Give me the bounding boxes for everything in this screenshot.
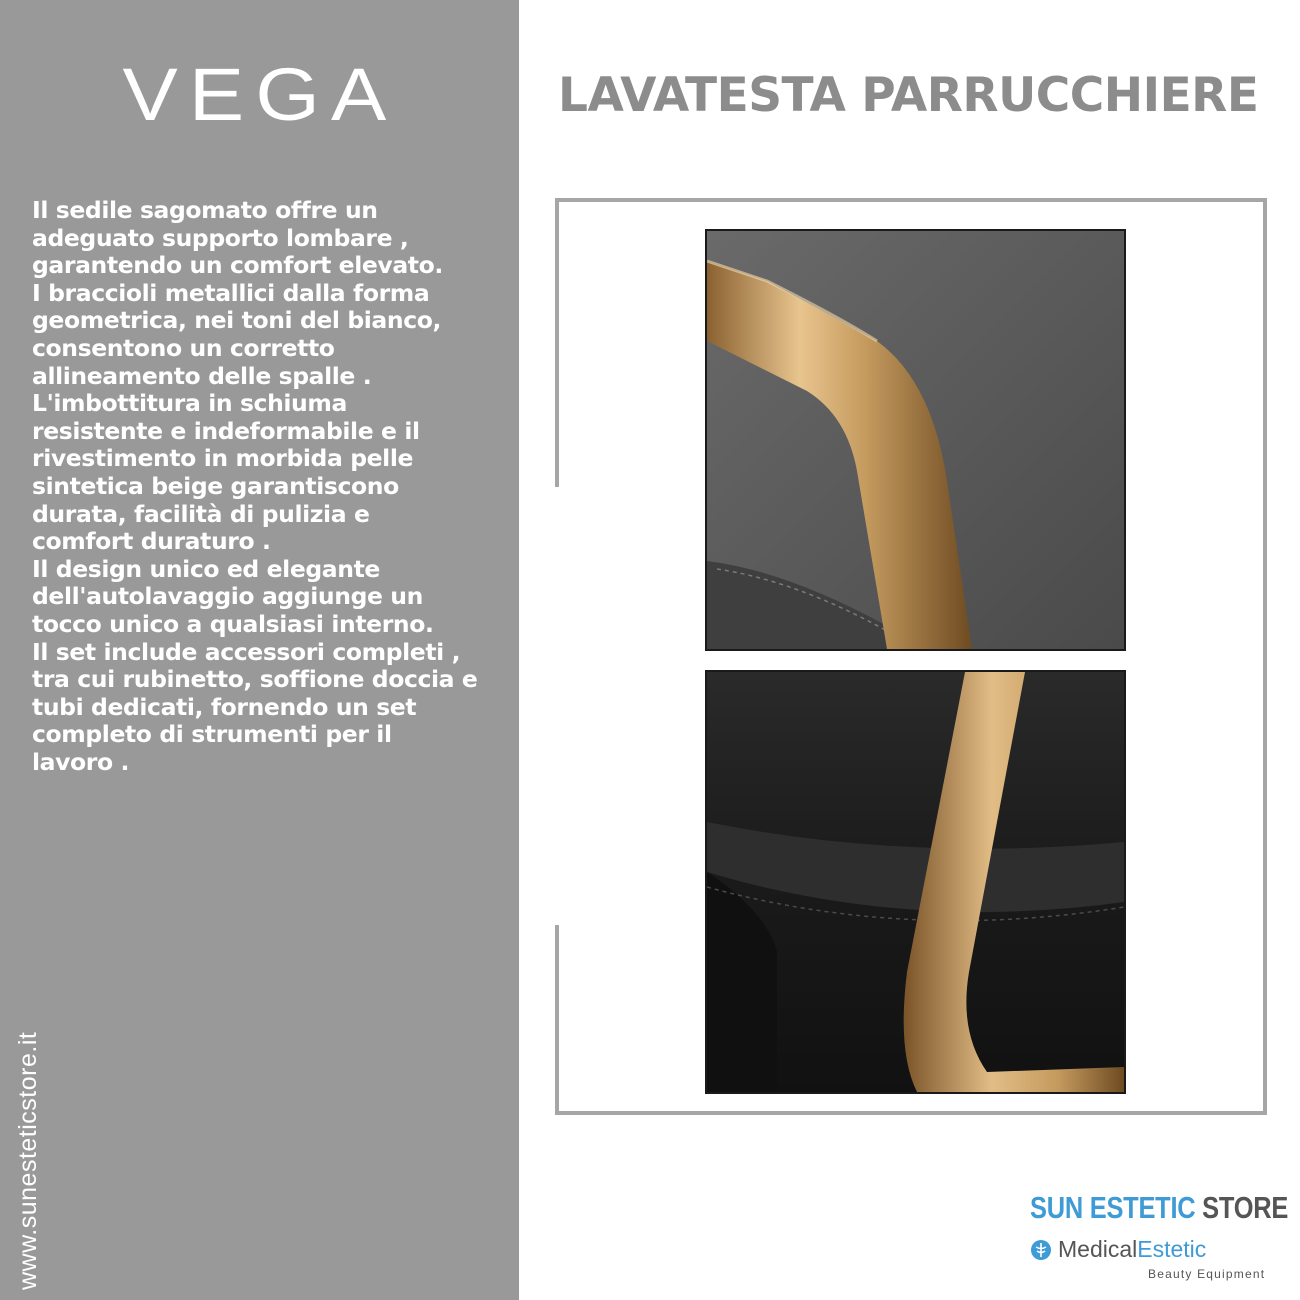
frame-right-border <box>1263 198 1267 1115</box>
medical-estetic-logo <box>1030 1236 1206 1263</box>
brand-text: VEGA <box>122 58 398 128</box>
logo-tagline: Beauty Equipment <box>1148 1267 1266 1281</box>
page-title: LAVATESTA PARRUCCHIERE <box>558 68 1259 123</box>
description-line: rivestimento in morbida pelle <box>32 444 414 473</box>
description-line: adeguato supporto lombare , <box>32 223 409 252</box>
description-line: Il design unico ed elegante <box>32 554 380 583</box>
frame-left-border-upper <box>555 198 559 487</box>
brand-logo <box>60 58 460 128</box>
description-line: tocco unico a qualsiasi interno. <box>32 609 434 638</box>
frame-bottom-border <box>555 1111 1267 1115</box>
logo-part-medical: Medical <box>1058 1236 1138 1262</box>
logo-part-store: STORE <box>1195 1190 1289 1225</box>
photo-armrest-top <box>705 229 1126 651</box>
description-line: L'imbottitura in schiuma <box>32 389 347 418</box>
photo-armrest-bottom <box>705 670 1126 1094</box>
caduceus-icon <box>1030 1239 1052 1261</box>
description-line: durata, facilità di pulizia e <box>32 499 370 528</box>
description-line: sintetica beige garantiscono <box>32 471 399 500</box>
description-line: I braccioli metallici dalla forma <box>32 278 430 307</box>
left-panel <box>0 0 519 1300</box>
description-line: lavoro . <box>32 747 130 776</box>
description-line: garantendo un comfort elevato. <box>32 251 443 280</box>
description-line: comfort duraturo . <box>32 527 271 556</box>
description-line: dell'autolavaggio aggiunge un <box>32 582 423 611</box>
frame-top-border <box>555 198 1267 202</box>
description-line: tra cui rubinetto, soffione doccia e <box>32 665 478 694</box>
description-line: consentono un corretto <box>32 333 335 362</box>
description-line: Il set include accessori completi , <box>32 637 461 666</box>
armrest-top-illustration <box>707 231 1124 649</box>
description-line: geometrica, nei toni del bianco, <box>32 306 442 335</box>
product-description <box>32 197 512 776</box>
description-line: completo di strumenti per il <box>32 720 392 749</box>
description-line: tubi dedicati, fornendo un set <box>32 692 417 721</box>
logo-part-sun-estetic: SUN ESTETIC <box>1030 1190 1196 1225</box>
frame-left-border-lower <box>555 925 559 1115</box>
logo-part-estetic: Estetic <box>1137 1236 1207 1262</box>
store-logo <box>1030 1190 1288 1226</box>
description-line: allineamento delle spalle . <box>32 361 372 390</box>
description-line: Il sedile sagomato offre un <box>32 196 378 224</box>
website-url[interactable]: www.sunesteticstore.it <box>14 1031 42 1290</box>
armrest-bottom-illustration <box>707 672 1124 1092</box>
description-line: resistente e indeformabile e il <box>32 416 420 445</box>
